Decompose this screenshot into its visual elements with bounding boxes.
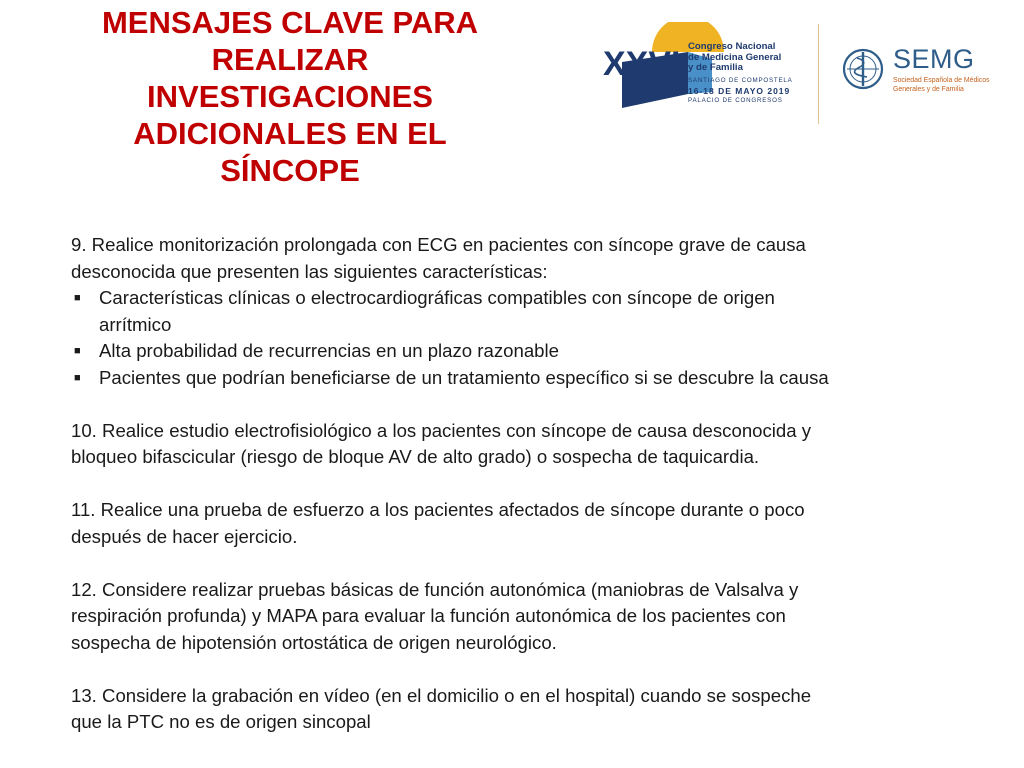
text-line: Características clínicas o electrocardiográficas compatibles con síncope de origen [99,287,775,308]
square-bullet-icon: ■ [74,345,81,357]
title-line: REALIZAR [211,42,369,77]
title-line: SÍNCOPE [220,153,360,188]
congreso-dates: 16-18 DE MAYO 2019 [688,85,791,96]
congreso-name-line: de Medicina General [688,51,782,63]
congreso-numeral: XXVI [603,45,681,83]
item-11 [71,497,991,550]
congreso-venue: PALACIO DE CONGRESOS [688,96,783,104]
text-line: arrítmico [99,313,172,335]
text-line: 9. Realice monitorización prolongada con ECG en pacientes con síncope grave de causa [71,234,806,255]
list-item [71,365,991,392]
paragraph-gap [71,550,991,577]
text-line: Pacientes que podrían beneficiarse de un tratamiento específico si se descubre la causa [99,366,829,388]
item-12 [71,577,991,657]
semg-subtitle [893,77,990,94]
item-9-bullet-list [71,285,991,391]
list-item [71,285,991,338]
item-9 [71,232,991,285]
text-line: Alta probabilidad de recurrencias en un plazo razonable [99,340,559,361]
text-line: que la PTC no es de origen sincopal [71,711,371,732]
list-item [71,338,991,365]
slide-title [60,4,520,189]
congreso-city: SANTIAGO DE COMPOSTELA [688,77,793,84]
square-bullet-icon: ■ [74,371,81,384]
title-line: INVESTIGACIONES [147,79,433,114]
text-line: bloqueo bifascicular (riesgo de bloque AV de alto grado) o sospecha de taquicardia. [71,446,760,467]
congreso-name [688,42,781,74]
title-line: ADICIONALES EN EL [133,116,447,151]
item-10 [71,418,991,471]
semg-logo [840,44,990,104]
text-line: sospecha de hipotensión ortostática de origen neurológico. [71,631,557,653]
item-13 [71,683,991,736]
text-line: después de hacer ejercicio. [71,525,298,547]
text-line: 11. Realice una prueba de esfuerzo a los pacientes afectados de síncope durante o poco [71,499,805,520]
square-bullet-icon: ■ [74,292,81,304]
header-logos [600,22,990,127]
semg-name: SEMG [893,44,975,74]
semg-emblem-icon [840,46,886,92]
paragraph-gap [71,656,991,683]
slide-body [71,232,991,736]
congreso-name-line: y de Familia [688,62,743,73]
text-line: 13. Considere la grabación en vídeo (en el domicilio o en el hospital) cuando se sospeche [71,684,812,706]
text-line: desconocida que presenten las siguientes características: [71,260,548,282]
text-line: 12. Considere realizar pruebas básicas de función autonómica (maniobras de Valsalva y [71,578,799,600]
semg-subtitle-line: Sociedad Española de Médicos [893,77,990,84]
paragraph-gap [71,391,991,418]
congreso-details [688,77,793,105]
logo-divider [818,24,819,124]
congreso-name-line: Congreso Nacional [688,41,776,52]
text-line: 10. Realice estudio electrofisiológico a los pacientes con síncope de causa desconocida y [71,419,812,441]
semg-subtitle-line: Generales y de Familia [893,85,964,93]
congreso-logo [600,22,810,122]
paragraph-gap [71,471,991,498]
text-line: respiración profunda) y MAPA para evaluar la función autonómica de los pacientes con [71,605,786,626]
title-line: MENSAJES CLAVE PARA [101,5,479,40]
